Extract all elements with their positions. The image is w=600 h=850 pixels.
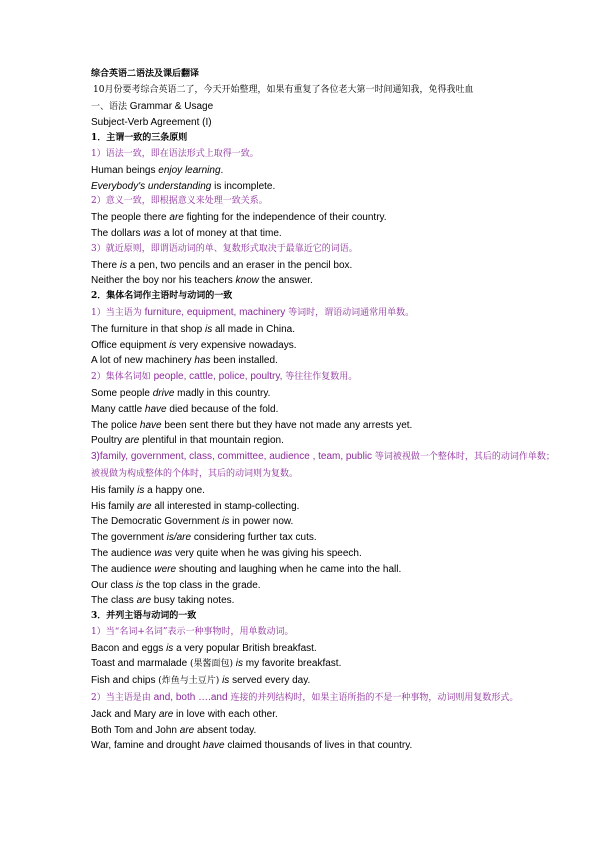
text: (炸鱼与土豆片) — [158, 676, 220, 687]
emphasis: enjoy learning — [158, 164, 221, 176]
section-prefix: 一、语法 — [91, 101, 128, 112]
text: Toast and marmalade — [91, 658, 190, 670]
text: Many cattle — [91, 403, 145, 415]
text: His family — [91, 484, 138, 496]
example-sentence — [91, 226, 560, 242]
emphasis: were — [154, 563, 177, 575]
text: 连接的并列结构时，如果主语所指的不是一种事物，动词则用复数形式。 — [227, 693, 519, 704]
text: War, famine and drought — [91, 740, 203, 752]
emphasis: have — [202, 740, 225, 752]
emphasis: has — [194, 355, 211, 367]
text: shouting and laughing when he came into the hall. — [176, 563, 402, 575]
text: 等词时，谓语动词通常用单数。 — [285, 307, 415, 318]
rule-text: 1）当“名词+名词”表示一种事物时，用单数动词。 — [91, 626, 294, 637]
example-sentence — [91, 418, 560, 434]
text: very expensive nowadays. — [176, 339, 297, 351]
text: A lot of new machinery — [91, 355, 195, 367]
rule-text — [91, 690, 560, 707]
emphasis: is — [166, 642, 174, 654]
text: absent today. — [194, 724, 257, 736]
text: Both Tom and John — [91, 724, 180, 736]
text: the answer. — [258, 275, 313, 287]
text: people, cattle, police, poultry, — [153, 371, 283, 383]
text: Poultry — [91, 435, 125, 447]
part3-heading: 3．并列主语与动词的一致 — [91, 611, 197, 622]
emphasis: drive — [152, 387, 175, 399]
text: Neither the boy nor his teachers — [91, 275, 236, 287]
text: The Democratic Government — [91, 516, 223, 528]
text: all interested in stamp-collecting. — [151, 500, 300, 512]
emphasis: is — [137, 484, 145, 496]
text: and, both ….and — [153, 692, 228, 704]
emphasis: are — [137, 500, 152, 512]
text: madly in this country. — [174, 387, 271, 399]
emphasis: Everybody's understanding — [91, 180, 212, 192]
text: my favorite breakfast. — [242, 658, 342, 670]
text: The audience — [91, 547, 155, 559]
rule-text — [91, 369, 560, 386]
document-title: 综合英语二语法及课后翻译 — [91, 69, 200, 79]
text: The people there — [91, 212, 170, 224]
text: Jack and Mary — [91, 708, 159, 720]
text: plentiful in that mountain region. — [139, 435, 284, 447]
intro-paragraph: 10月份要考综合英语二了，今天开始整理，如果有重复了各位老大第一时间通知我，免得我吐血 — [93, 84, 474, 95]
text: been sent there but they have not made any arrests yet. — [161, 419, 413, 431]
text: . — [220, 164, 224, 176]
text: been installed. — [210, 355, 278, 367]
emphasis: is — [169, 339, 177, 351]
example-sentence — [91, 210, 560, 226]
section-label: Grammar & Usage — [129, 100, 214, 112]
text: a very popular British breakfast. — [173, 642, 317, 654]
emphasis: is — [204, 323, 213, 335]
example-sentence — [91, 738, 560, 754]
section-heading — [91, 99, 560, 116]
text: The audience — [91, 563, 155, 575]
text: considering further tax cuts. — [191, 532, 317, 544]
text: the top class in the grade. — [143, 579, 261, 591]
example-sentence — [91, 641, 560, 657]
text: Office equipment — [91, 339, 170, 351]
text: a lot of money at that time. — [161, 227, 282, 239]
part1-heading: 1．主谓一致的三条原则 — [91, 133, 188, 144]
text: Some people — [91, 387, 153, 399]
example-sentence — [91, 723, 560, 739]
text: 2）集体名词如 — [91, 372, 154, 383]
text: Fish and chips — [91, 675, 159, 687]
emphasis: have — [144, 403, 167, 415]
emphasis: are — [158, 708, 174, 720]
example-sentence — [91, 386, 560, 402]
rule-text — [91, 449, 560, 483]
emphasis: was — [154, 547, 173, 559]
example-sentence — [91, 578, 560, 594]
text: 1）当主语为 — [91, 307, 145, 318]
text: furniture, equipment, machinery — [144, 306, 286, 318]
emphasis: is — [222, 516, 230, 528]
example-sentence — [91, 593, 560, 609]
rule-text: 3）就近原则，即谓语动词的单、复数形式取决于最靠近它的词语。 — [91, 243, 358, 254]
text: is incomplete. — [211, 180, 276, 192]
topic-heading: Subject-Verb Agreement (I) — [91, 117, 212, 129]
text: 等往往作复数用。 — [282, 372, 358, 383]
emphasis: is — [219, 675, 230, 687]
emphasis: is — [136, 579, 144, 591]
emphasis: is — [119, 259, 128, 271]
text: The police — [91, 419, 140, 431]
text: Our class — [91, 579, 137, 591]
text: Bacon and eggs — [91, 642, 167, 654]
text: His family — [91, 500, 138, 512]
text: died because of the fold. — [166, 403, 279, 415]
text: very quite when he was giving his speech. — [172, 547, 362, 559]
example-sentence — [91, 483, 560, 499]
example-sentence — [91, 273, 560, 289]
example-sentence — [91, 562, 560, 578]
emphasis: was — [143, 227, 162, 239]
emphasis: is/are — [166, 532, 192, 544]
text: busy taking notes. — [151, 595, 235, 607]
rule-text: 1）语法一致，即在语法形式上取得一致。 — [91, 148, 259, 159]
emphasis: are — [179, 724, 195, 736]
emphasis: are — [124, 435, 140, 447]
example-sentence — [91, 402, 560, 418]
example-sentence — [91, 433, 560, 449]
example-sentence — [91, 673, 560, 690]
text: all made in China. — [212, 323, 296, 335]
example-sentence — [91, 546, 560, 562]
example-sentence — [91, 179, 560, 195]
text: The furniture in that shop — [91, 323, 205, 335]
rule-text — [91, 305, 560, 322]
example-sentence — [91, 499, 560, 515]
text: served every day. — [229, 675, 311, 687]
text: in love with each other. — [173, 708, 278, 720]
text: The class — [91, 595, 137, 607]
text: 3)family, government, class, committee, audience , team, public — [91, 451, 373, 463]
emphasis: are — [169, 212, 184, 224]
example-sentence — [91, 322, 560, 338]
text: fighting for the independence of their country. — [183, 212, 387, 224]
text: claimed thousands of lives in that country. — [224, 740, 413, 752]
emphasis: is — [232, 658, 243, 670]
rule-text: 2）意义一致，即根据意义来处理一致关系。 — [91, 196, 268, 207]
text: Human beings — [91, 164, 159, 176]
part2-heading: 2．集体名词作主语时与动词的一致 — [91, 291, 233, 302]
text: (果酱面包) — [189, 659, 233, 670]
text: There — [91, 259, 120, 271]
example-sentence — [91, 258, 560, 274]
text: a pen, two pencils and an eraser in the pencil box. — [127, 259, 353, 271]
text: The dollars — [91, 227, 144, 239]
text: The government — [91, 532, 167, 544]
example-sentence — [91, 163, 560, 179]
text: 等词被视做一个整体时，其后的动词作单数；被视做为构成整体的个体时，其后的动词则为复数。 — [91, 452, 555, 479]
text: in power now. — [229, 516, 294, 528]
example-sentence — [91, 656, 560, 673]
example-sentence — [91, 353, 560, 369]
example-sentence — [91, 514, 560, 530]
text: a happy one. — [144, 484, 205, 496]
text: 2）当主语是由 — [91, 693, 154, 704]
emphasis: are — [136, 595, 152, 607]
example-sentence — [91, 707, 560, 723]
example-sentence — [91, 338, 560, 354]
emphasis: know — [235, 275, 259, 287]
example-sentence — [91, 530, 560, 546]
emphasis: have — [139, 419, 162, 431]
